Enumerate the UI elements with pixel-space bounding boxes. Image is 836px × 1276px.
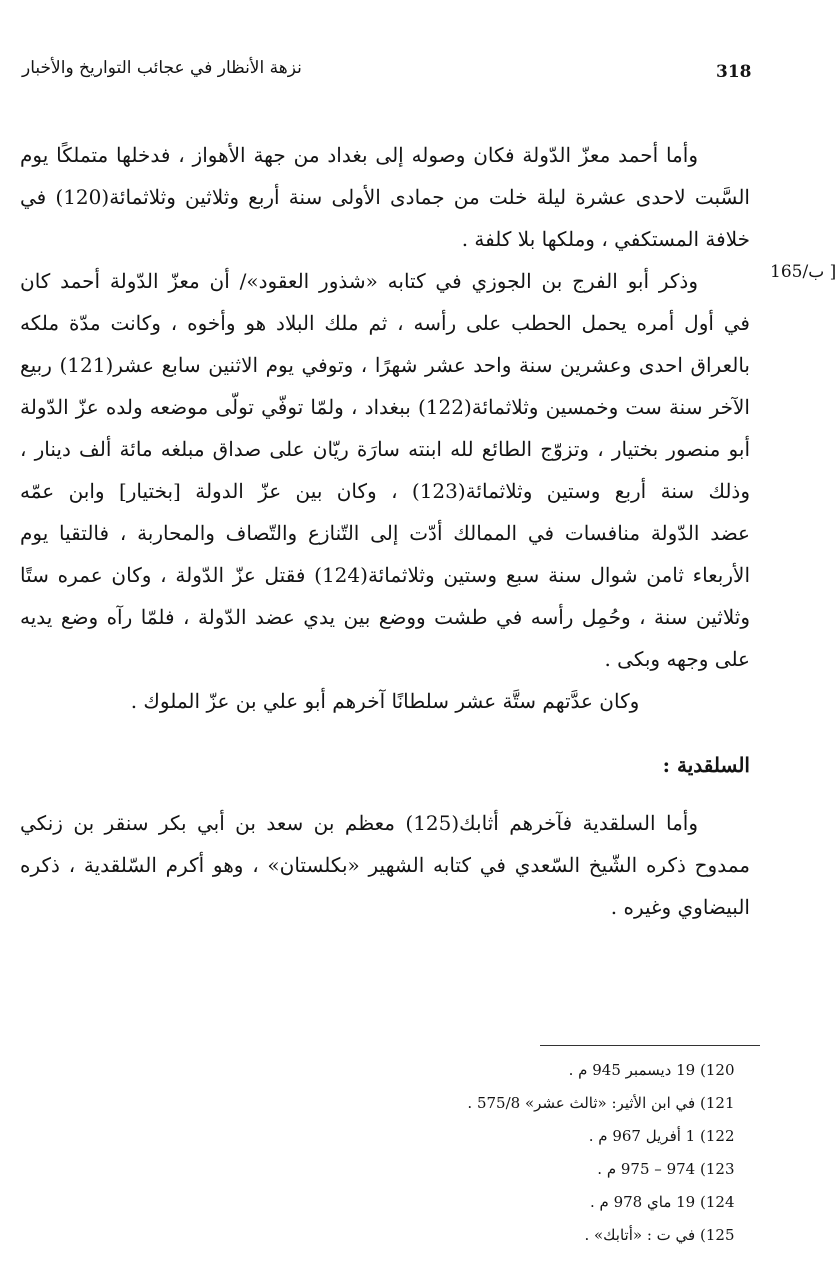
- footnote-item: [380, 1219, 740, 1252]
- footnote-item: [380, 1120, 740, 1153]
- text-line: الأربعاء ثامن شوال سنة سبع وستين وثلاثمائة(124) فقتل عزّ الدّولة ، وكان عمره ستًا: [20, 563, 750, 587]
- running-title: نزهة الأنظار في عجائب التواريخ والأخبار: [22, 58, 302, 78]
- text-line: ممدوح ذكره الشّيخ السّعدي في كتابه الشهير «بكلستان» ، وهو أكرم السّلقدية ، ذكره: [20, 853, 750, 877]
- text-line: خلافة المستكفي ، وملكها بلا كلفة .: [461, 227, 750, 251]
- footnote-text: 1 أفريل 967 م .: [588, 1127, 696, 1145]
- text-line: على وجهه وبكى .: [604, 647, 750, 671]
- text-line: وثلاثين سنة ، وحُمِل رأسه في طشت ووضع بين يدي عضد الدّولة ، فلمّا رآه وضع يديه: [20, 605, 750, 629]
- text-line: أبو منصور بختيار ، وتزوّج الطائع لله ابنته سارَة ريّان على صداق مبلغه مائة ألف دينار ،: [20, 437, 750, 461]
- text-line: وأما السلقدية فآخرهم أثابك(125) معظم بن سعد بن أبي بكر سنقر بن زنكي: [20, 811, 698, 835]
- footnotes: [380, 1054, 740, 1252]
- text-line: بالعراق احدى وعشرين سنة واحد عشر شهرًا ، وتوفي يوم الاثنين سابع عشر(121) ربيع: [20, 353, 750, 377]
- footnote-item: [380, 1153, 740, 1186]
- footnote-text: في ت : «أتابك» .: [584, 1226, 696, 1244]
- footnote-item: [380, 1087, 740, 1120]
- text-line: وأما أحمد معزّ الدّولة فكان وصوله إلى بغداد من جهة الأهواز ، فدخلها متملكًا يوم: [20, 143, 698, 167]
- footnote-number: (120: [700, 1061, 735, 1079]
- footnote-text: في ابن الأثير: «ثالث عشر» 575/8 .: [467, 1094, 696, 1112]
- footnote-text: 19 ماي 978 م .: [590, 1193, 696, 1211]
- page-number: 318: [716, 62, 752, 82]
- footnote-text: 974 – 975 م .: [597, 1160, 696, 1178]
- text-line: في أول أمره يحمل الحطب على رأسه ، ثم ملك البلاد هو وأخوه ، وكانت مدّة ملكه: [20, 311, 750, 335]
- margin-folio-note: 165/ب ]: [770, 262, 836, 282]
- footnote-number: (122: [700, 1127, 735, 1145]
- section-heading: السلقدية :: [662, 753, 750, 777]
- footnote-number: (121: [700, 1094, 735, 1112]
- text-line: عضد الدّولة منافسات في الممالك أدّت إلى التّنازع والتّصاف والمحاربة ، فالتقيا يوم: [20, 521, 750, 545]
- text-line: وذلك سنة أربع وستين وثلاثمائة(123) ، وكان بين عزّ الدولة [بختيار] وابن عمّه: [20, 479, 750, 503]
- text-line: البيضاوي وغيره .: [610, 895, 750, 919]
- footnote-number: (124: [700, 1193, 735, 1211]
- footnote-item: [380, 1054, 740, 1087]
- section-text: [20, 802, 750, 928]
- text-line: وذكر أبو الفرج بن الجوزي في كتابه «شذور العقود»/ أن معزّ الدّولة أحمد كان: [20, 269, 698, 293]
- footnote-number: (125: [700, 1226, 735, 1244]
- text-line: السَّبت لاحدى عشرة ليلة خلت من جمادى الأولى سنة أربع وثلاثين وثلاثمائة(120) في: [20, 185, 750, 209]
- footnote-number: (123: [700, 1160, 735, 1178]
- footnote-text: 19 ديسمبر 945 م .: [568, 1061, 696, 1079]
- text-line: الآخر سنة ست وخمسين وثلاثمائة(122) ببغداد ، ولمّا توفّي تولّى موضعه ولده عزّ الدّولة: [20, 395, 750, 419]
- footnote-item: [380, 1186, 740, 1219]
- text-line: وكان عدَّتهم ستَّة عشر سلطانًا آخرهم أبو علي بن عزّ الملوك .: [130, 689, 640, 713]
- main-text: [20, 134, 750, 722]
- footnote-separator: [540, 1045, 760, 1046]
